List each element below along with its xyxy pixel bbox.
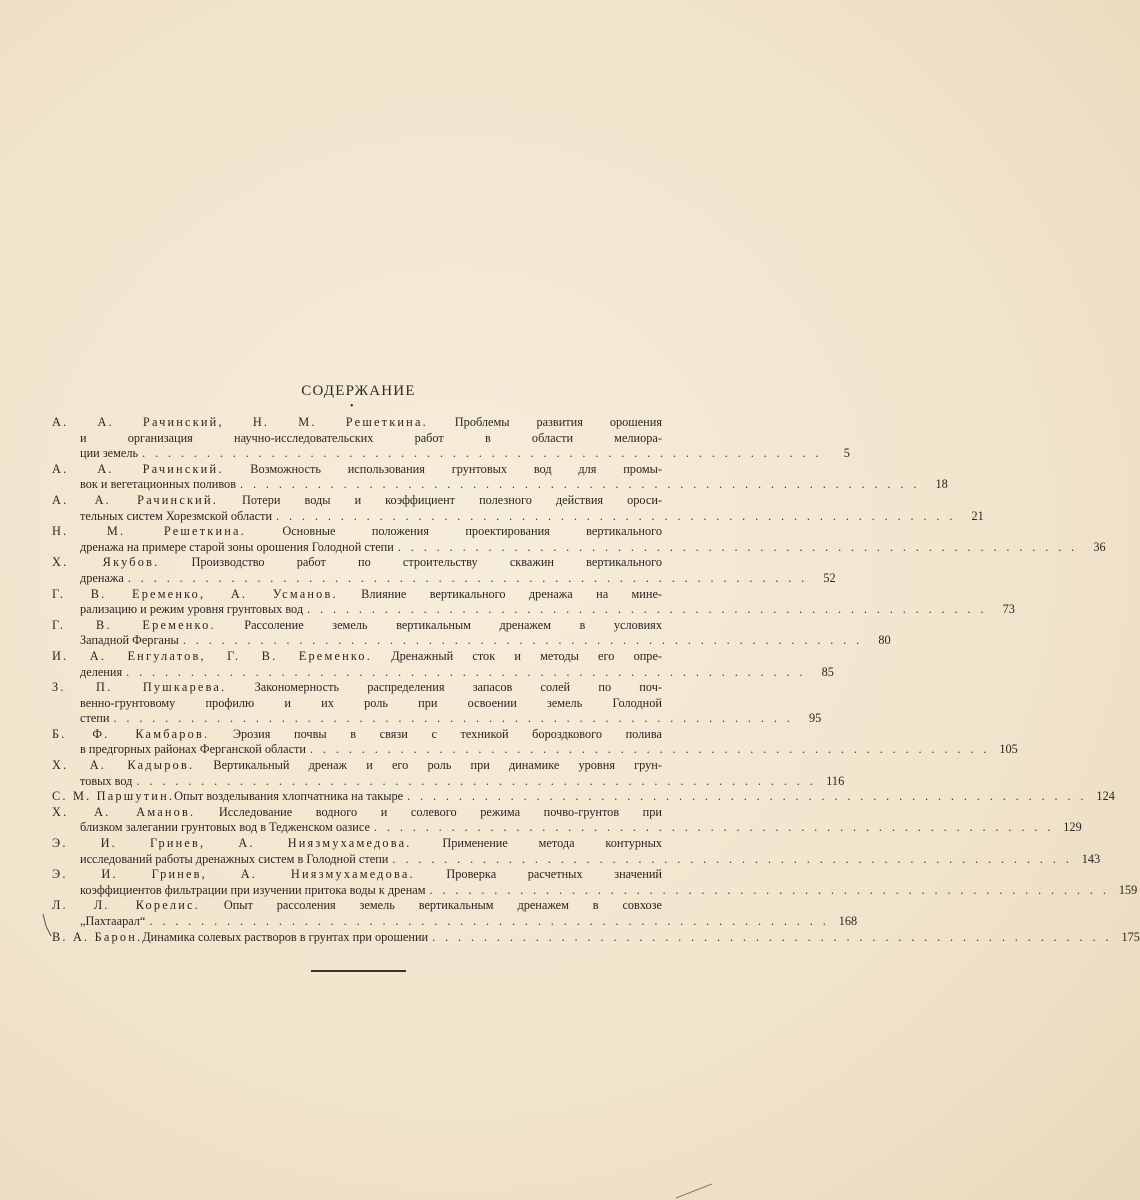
- toc-entry-line: [52, 805, 662, 821]
- toc-entry-line: [52, 649, 662, 665]
- toc-entry: [52, 555, 836, 586]
- toc-entry-line: [52, 711, 822, 727]
- toc-page-number: 129: [1063, 820, 1082, 835]
- toc-entry-author: З. П. Пушкарева.: [52, 680, 227, 695]
- toc-entry-line: [52, 742, 1018, 758]
- toc-entry-text: Проблемы развития орошения: [427, 415, 663, 429]
- toc-entry-text: Применение метода контурных: [411, 836, 662, 851]
- toc-entry-line: [52, 882, 1138, 899]
- toc-entry: [52, 758, 845, 789]
- toc-entry-line: [52, 508, 984, 525]
- toc-entry-author: Э. И. Гринев, А. Ниязмухамедова.: [52, 836, 412, 851]
- toc-page-number: 21: [971, 508, 984, 523]
- toc-page-number: 116: [826, 773, 845, 788]
- toc-entry-line: [52, 539, 1106, 556]
- toc-entry: [52, 804, 1082, 836]
- toc-entry-text: Опыт рассоления земель вертикальным дренажем в совхозе: [199, 898, 663, 913]
- toc-entry-text: „Пахтаарал“: [80, 914, 146, 928]
- toc-entry-text: близком залегании грунтовых вод в Теджeнском оазисе: [80, 820, 370, 835]
- toc-page-number: 18: [935, 477, 948, 492]
- toc-entry-author: С. М. Паршутин.: [52, 789, 175, 804]
- dot-leader: . . . . . . . . . . . . . . . . . . . . . . . . . . . . . . . . . . . . . . . . . . . . . . . . . . . . .: [126, 664, 806, 679]
- toc-entry: [52, 680, 822, 727]
- dot-leader: . . . . . . . . . . . . . . . . . . . . . . . . . . . . . . . . . . . . . . . . . . . . . . . . . . . . .: [373, 820, 1054, 835]
- toc-page-number: 36: [1093, 539, 1106, 554]
- dot-leader: . . . . . . . . . . . . . . . . . . . . . . . . . . . . . . . . . . . . . . . . . . . . . . . . . . . . .: [182, 633, 863, 648]
- toc-entry-line: [52, 773, 845, 790]
- toc-page-number: 73: [1002, 602, 1015, 617]
- toc-page-number: 52: [823, 570, 836, 585]
- toc-entry-author: Г. В. Еременко, А. Усманов.: [52, 586, 338, 601]
- toc-entry-line: [52, 789, 1115, 805]
- toc-page-number: 168: [838, 914, 858, 928]
- pencil-corner-mark-icon: [672, 1180, 717, 1200]
- toc-entry-text: тельных систем Хорезмской области: [80, 508, 273, 523]
- dot-leader: . . . . . . . . . . . . . . . . . . . . . . . . . . . . . . . . . . . . . . . . . . . . . . . . . . . . .: [276, 508, 956, 523]
- dot-leader: . . . . . . . . . . . . . . . . . . . . . . . . . . . . . . . . . . . . . . . . . . . . . . . . . . . . .: [309, 742, 990, 757]
- toc-entry-text: рализацию и режим уровня грунтовых вод: [80, 602, 304, 617]
- toc-entry-text: Возможность использования грунтовых вод для промы-: [223, 461, 663, 476]
- toc-entry-line: [52, 524, 662, 540]
- toc-entry: [52, 586, 1015, 618]
- toc-entry-line: [52, 758, 662, 774]
- toc-entry-text: товых вод: [80, 773, 133, 788]
- toc-entry-line: [52, 602, 1015, 618]
- toc-entry-text: исследований работы дренажных систем в Голодной степи: [80, 851, 389, 866]
- toc-entry: [52, 492, 984, 524]
- toc-entry-author: Г. В. Еременко.: [52, 617, 216, 632]
- toc-entry-text: Опыт возделывания хлопчатника на такыре: [174, 789, 404, 804]
- toc-page-number: 143: [1081, 851, 1101, 866]
- dot-leader: . . . . . . . . . . . . . . . . . . . . . . . . . . . . . . . . . . . . . . . . . . . . . . . . . . . . .: [392, 851, 1073, 866]
- toc-entry-author: В. А. Барон.: [52, 929, 143, 944]
- toc-page-number: 85: [821, 664, 834, 679]
- toc-entry-text: Динамика солевых растворов в грунтах при орошении: [142, 929, 429, 944]
- toc-page-number: 105: [999, 742, 1018, 757]
- toc-entry-text: и организация научно-исследовательских работ в области мелиора-: [80, 430, 662, 445]
- toc-entry-line: [52, 431, 662, 447]
- toc-entry-text: Рассоление земель вертикальным дренажем в условиях: [215, 617, 662, 632]
- toc-entry-line: [52, 446, 850, 462]
- toc-entry-text: вок и вегетационных поливов: [80, 477, 237, 492]
- toc-entry-line: [52, 618, 662, 634]
- toc-page-number: 159: [1118, 882, 1138, 897]
- dot-leader: . . . . . . . . . . . . . . . . . . . . . . . . . . . . . . . . . . . . . . . . . . . . . . . . . . . . .: [142, 446, 822, 461]
- toc-entry-author: Л. Л. Корелис.: [52, 898, 200, 913]
- toc-entry-text: венно-грунтовому профилю и их роль при освоении земель Голодной: [80, 695, 662, 710]
- toc-page-number: 80: [878, 633, 891, 648]
- toc-entry-text: дренажа: [80, 570, 124, 585]
- toc-entry: [52, 898, 858, 929]
- toc-entry-author: Х. А. Кадыров.: [52, 758, 195, 773]
- toc-entry-text: в предгорных районах Ферганской области: [80, 742, 306, 757]
- toc-entry-author: А. А. Рачинский.: [52, 492, 218, 507]
- toc-entry: [52, 789, 1115, 805]
- toc-page-number: 175: [1121, 929, 1140, 944]
- toc-entry-line: [52, 462, 662, 478]
- toc-entry-line: [52, 836, 662, 852]
- toc-entry: [52, 617, 891, 649]
- toc-page-number: 5: [843, 446, 850, 461]
- toc-entry-line: [52, 727, 662, 743]
- toc-entry-text: ции земель: [80, 446, 139, 461]
- toc-entry-line: [52, 696, 662, 712]
- toc-entry-line: [52, 898, 662, 914]
- table-of-contents: [52, 415, 1140, 945]
- dot-leader: . . . . . . . . . . . . . . . . . . . . . . . . . . . . . . . . . . . . . . . . . . . . . . . . . . . . .: [429, 882, 1110, 897]
- toc-entry-line: [52, 415, 662, 431]
- toc-entry-text: Дренажный сток и методы его опре-: [372, 648, 663, 663]
- toc-entry-text: деления: [80, 664, 123, 679]
- toc-entry-text: Основные положения проектирования вертикального: [245, 524, 662, 539]
- toc-entry-line: [52, 570, 836, 587]
- toc-entry-line: [52, 820, 1082, 836]
- toc-entry: [52, 415, 850, 462]
- toc-entry-line: [52, 477, 948, 493]
- toc-entry-author: Х. А. Аманов.: [52, 804, 196, 819]
- toc-entry-text: Проверка расчетных значений: [414, 867, 662, 882]
- toc-entry-line: [52, 914, 858, 930]
- dot-leader: . . . . . . . . . . . . . . . . . . . . . . . . . . . . . . . . . . . . . . . . . . . . . . . . . . . . .: [149, 914, 830, 928]
- toc-entry: [52, 929, 1140, 946]
- toc-entry-text: Потери воды и коэффициент полезного действия ороси-: [218, 492, 662, 507]
- toc-page-number: 95: [808, 711, 822, 726]
- dot-leader: . . . . . . . . . . . . . . . . . . . . . . . . . . . . . . . . . . . . . . . . . . . . . . . . . . . . .: [432, 929, 1112, 944]
- dot-leader: . . . . . . . . . . . . . . . . . . . . . . . . . . . . . . . . . . . . . . . . . . . . . . . . . . . . .: [307, 602, 987, 617]
- toc-entry: [52, 836, 1101, 867]
- title-ornament: •: [350, 401, 354, 412]
- pencil-mark-icon: [40, 912, 54, 938]
- toc-entry-line: [52, 664, 834, 681]
- toc-entry-line: [52, 587, 662, 603]
- toc-entry-text: Исследование водного и солевого режима почво-грунтов при: [195, 804, 662, 819]
- page-title: СОДЕРЖАНИЕ: [301, 383, 416, 399]
- toc-entry-text: коэффициентов фильтрации при изучении притока воды к дренам: [80, 882, 426, 897]
- toc-entry-line: [52, 929, 1140, 946]
- toc-entry-text: Западной Ферганы: [80, 633, 179, 648]
- toc-entry-text: Вертикальный дренаж и его роль при динамике уровня грун-: [194, 758, 662, 773]
- dot-leader: . . . . . . . . . . . . . . . . . . . . . . . . . . . . . . . . . . . . . . . . . . . . . . . . . . . . .: [136, 773, 817, 788]
- closing-rule: [311, 970, 406, 972]
- toc-entry-line: [52, 555, 662, 571]
- toc-entry-author: Э. И. Гринев, А. Ниязмухамедова.: [52, 867, 415, 882]
- toc-entry-line: [52, 867, 662, 883]
- toc-entry-text: Эрозия почвы в связи с техникой бороздкового полива: [209, 726, 662, 741]
- toc-entry: [52, 524, 1106, 555]
- toc-entry-line: [52, 680, 662, 696]
- toc-entry: [52, 867, 1138, 898]
- dot-leader: . . . . . . . . . . . . . . . . . . . . . . . . . . . . . . . . . . . . . . . . . . . . . . . . . . . . .: [113, 711, 794, 726]
- toc-entry-author: А. А. Рачинский.: [52, 461, 224, 476]
- toc-entry-text: Закономерность распределения запасов солей по поч-: [226, 680, 662, 695]
- dot-leader: . . . . . . . . . . . . . . . . . . . . . . . . . . . . . . . . . . . . . . . . . . . . . . . . . . . . .: [397, 539, 1078, 554]
- toc-entry-text: дренажа на примере старой зоны орошения Голодной степи: [80, 539, 394, 554]
- toc-entry-author: А. А. Рачинский, Н. М. Решеткина.: [52, 415, 428, 429]
- dot-leader: . . . . . . . . . . . . . . . . . . . . . . . . . . . . . . . . . . . . . . . . . . . . . . . . . . . . .: [240, 477, 920, 492]
- toc-entry: [52, 461, 948, 493]
- toc-entry-text: Влияние вертикального дренажа на мине-: [337, 586, 663, 601]
- toc-entry-author: Н. М. Решеткина.: [52, 524, 246, 539]
- toc-entry: [52, 726, 1018, 758]
- toc-entry-line: [52, 493, 662, 509]
- toc-entry-author: Б. Ф. Камбаров.: [52, 726, 210, 741]
- toc-entry: [52, 648, 834, 680]
- toc-entry-text: Производство работ по строительству скважин вертикального: [159, 555, 662, 570]
- toc-entry-line: [52, 851, 1101, 868]
- toc-entry-line: [52, 633, 891, 649]
- toc-entry-author: И. А. Енгулатов, Г. В. Еременко.: [52, 648, 373, 663]
- dot-leader: . . . . . . . . . . . . . . . . . . . . . . . . . . . . . . . . . . . . . . . . . . . . . . . . . . . . .: [127, 570, 808, 585]
- toc-entry-text: степи: [80, 711, 110, 726]
- toc-page-number: 124: [1096, 789, 1115, 804]
- dot-leader: . . . . . . . . . . . . . . . . . . . . . . . . . . . . . . . . . . . . . . . . . . . . . . . . . . . . .: [407, 789, 1087, 804]
- toc-entry-author: Х. Якубов.: [52, 555, 160, 570]
